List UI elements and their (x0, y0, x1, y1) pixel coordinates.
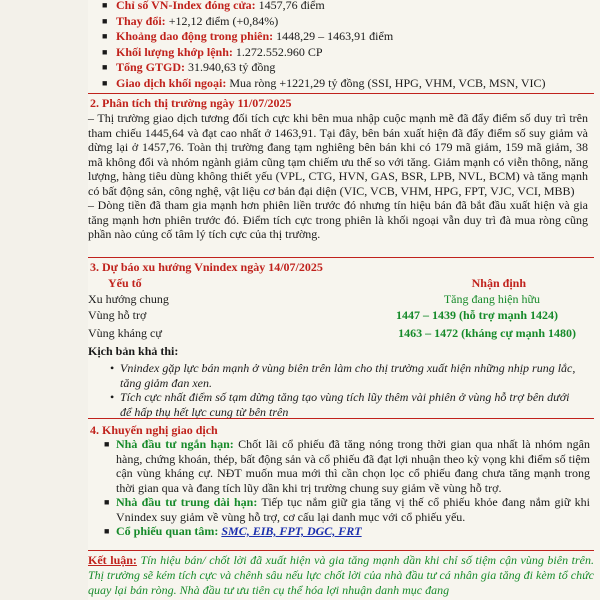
summary-item: ■ Thay đổi: +12,12 điểm (+0,84%) (102, 14, 592, 30)
market-summary-list (102, 0, 592, 91)
summary-item: ■ Khối lượng khớp lệnh: 1.272.552.960 CP (102, 45, 592, 61)
list-item: ■ Cổ phiếu quan tâm: SMC, EIB, FPT, DGC, FRT (104, 524, 590, 539)
conclusion: Kết luận: Tín hiệu bán/ chốt lời đã xuất hiện và gia tăng mạnh dần khi chỉ số tiệm cận vùng biên trên. Thị trường sẽ kém tích cực và chênh sâu nếu lực chốt lời của nhà đầu tư cá nhân gia tăng đi kèm tổ chức quay lại bán ròng. Nhà đầu tư ưu tiên cụ thể hóa lợi nhuận danh mục đang (88, 553, 594, 597)
analysis-paragraph-2: Dòng tiền đã tham gia mạnh hơn phiên liền trước đó nhưng tín hiệu bán đã bắt đầu xuất hiện và gia tăng mạnh hơn phiên trước đó. Điểm tích cực trong phiên là khối ngoại vẫn duy trì đà mua ròng cũng phần nào củng cố tâm lý tích cực của thị trường. (88, 198, 588, 241)
section-divider (88, 550, 594, 551)
summary-item: ■ Chỉ số VN-Index đóng cửa: 1457,76 điểm (102, 0, 592, 14)
section-divider (88, 93, 594, 94)
scenario-list (110, 361, 580, 419)
section-divider (88, 418, 594, 419)
summary-item: ■ Khoảng dao động trong phiên: 1448,29 – 1463,91 điểm (102, 29, 592, 45)
recommendation-list (104, 437, 590, 539)
list-item: ■ Nhà đầu tư ngắn hạn: Chốt lãi cổ phiếu đã tăng nóng trong thời gian qua nhất là nhóm ngân hàng, chứng khoán, thép, bất động sản và cổ phiếu đã đạt lợi nhuận theo kỳ vọng khi điểm số tiệm cận vùng kháng cự. NĐT muốn mua mới thì cần chọn lọc cổ phiếu đang chưa tăng mạnh trong thời gian qua và đang tích lũy dần khi trị trường chung suy giảm về vùng hỗ trợ. (104, 437, 590, 495)
left-margin (0, 0, 88, 600)
market-analysis-text: – Thị trường giao dịch tương đối tích cực khi bên mua nhập cuộc mạnh mẽ đã đẩy điểm số duy trì trên tham chiếu 1445,64 và đạt cao nhất ở 1463,91. Tại đây, bên bán xuất hiện đã đẩy điểm số suy giảm và dừng lại ở 1457,76. Toàn thị trường đang tạm nghiêng bên bán khi có 179 mã giảm, 159 mã giảm, 38 mã không đổi và nhóm ngành giảm cũng tạm chiếm ưu thế so với tăng. Giảm mạnh có viễn thông, năng lượng, hàng tiêu dùng không thiết yếu (VPL, CTG, HVN, GAS, BSR, LPB, NVL, BCM) và tăng mạnh có bất động sản, công nghệ, vật liệu cơ bản đại diện (VIC, VCB, VHM, HPG, FPT, VJC, VCI, MBB) – Dòng tiền đã tham gia mạnh hơn phiên liền trước đó nhưng tín hiệu bán đã bắt đầu xuất hiện và gia tăng mạnh hơn phiên trước đó. Điểm tích cực trong phiên là khối ngoại vẫn duy trì đà mua ròng cũng phần nào củng cố tâm lý tích cực của thị trường. (88, 111, 588, 241)
section-divider (88, 257, 594, 258)
forecast-table-header: Yếu tố Nhận định (108, 276, 526, 290)
table-row: Vùng kháng cự 1463 – 1472 (kháng cự mạnh 1480) (88, 326, 576, 340)
summary-item: ■ Giao dịch khối ngoại: Mua ròng +1221,29 tỷ đồng (SSI, HPG, VHM, VCB, MSN, VIC) (102, 76, 592, 92)
scenario-heading: Kịch bản khả thi: (88, 344, 179, 358)
table-row: Vùng hỗ trợ 1447 – 1439 (hỗ trợ mạnh 1424) (88, 308, 558, 322)
list-item: ■ Nhà đầu tư trung dài hạn: Tiếp tục nắm giữ gia tăng vị thế cổ phiếu khỏe đang nắm giữ khi Vnindex suy giảm về vùng hỗ trợ, cơ cấu lại danh mục với cổ phiếu yếu. (104, 495, 590, 524)
watchlist-tickers: SMC, EIB, FPT, DGC, FRT (221, 524, 362, 538)
list-item: • Tích cực nhất điểm số tạm dừng tăng tạo vùng tích lũy thêm vài phiên ở vùng hỗ trợ bên dưới để hấp thụ hết lực cung từ bên trên (110, 390, 580, 419)
section-3-title: 3. Dự báo xu hướng Vnindex ngày 14/07/2025 (90, 260, 323, 274)
list-item: • Vnindex gặp lực bán mạnh ở vùng biên trên làm cho thị trường xuất hiện những nhịp rung lắc, tăng giảm đan xen. (110, 361, 580, 390)
table-row: Xu hướng chung Tăng đang hiện hữu (88, 292, 540, 306)
section-2-title: 2. Phân tích thị trường ngày 11/07/2025 (90, 96, 292, 110)
section-4-title: 4. Khuyến nghị giao dịch (90, 423, 218, 437)
document-page (88, 0, 594, 600)
summary-item: ■ Tổng GTGD: 31.940,63 tỷ đồng (102, 60, 592, 76)
analysis-paragraph-1: Thị trường giao dịch tương đối tích cực khi bên mua nhập cuộc mạnh mẽ đã đẩy điểm số duy trì trên tham chiếu 1445,64 và đạt cao nhất ở 1463,91. Tại đây, bên bán xuất hiện đã đẩy điểm số suy giảm và dừng lại ở 1457,76. Toàn thị trường đang tạm nghiêng bên bán khi có 179 mã giảm, 159 mã giảm, 38 mã không đổi và nhóm ngành giảm cũng tạm chiếm ưu thế so với tăng. Giảm mạnh có viễn thông, năng lượng, hàng tiêu dùng không thiết yếu (VPL, CTG, HVN, GAS, BSR, LPB, NVL, BCM) và tăng mạnh có bất động sản, công nghệ, vật liệu cơ bản đại diện (VIC, VCB, VHM, HPG, FPT, VJC, VCI, MBB) (88, 111, 588, 198)
